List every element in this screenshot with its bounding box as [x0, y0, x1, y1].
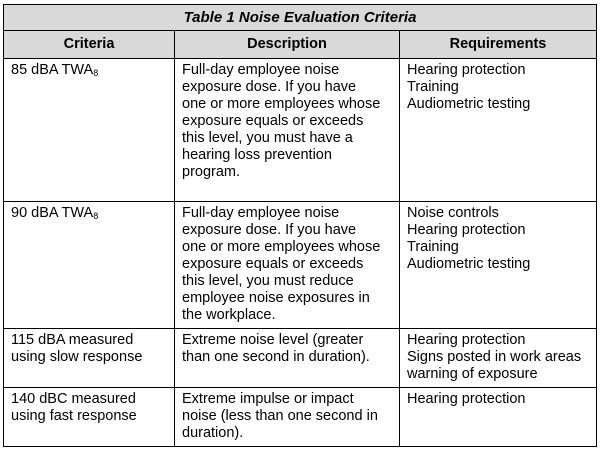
table-row — [4, 202, 597, 329]
criteria-cell — [4, 329, 175, 388]
criteria-cell — [4, 388, 175, 447]
description-cell — [175, 388, 400, 447]
criteria-subscript: 8 — [93, 211, 99, 221]
requirement-item: Audiometric testing — [407, 96, 531, 112]
description-line: hearing loss prevention — [182, 147, 332, 163]
requirements-cell — [400, 329, 597, 388]
description-line: exposure equals or exceeds — [182, 256, 364, 272]
description-cell — [175, 202, 400, 329]
table-caption-row — [4, 5, 597, 31]
requirement-item: Training — [407, 79, 459, 95]
column-header-requirements: Requirements — [400, 31, 597, 59]
description-line: exposure dose. If you have — [182, 79, 357, 95]
requirements-cell — [400, 202, 597, 329]
description-line: exposure dose. If you have — [182, 222, 357, 238]
description-line: the workplace. — [182, 307, 276, 323]
requirement-item: Audiometric testing — [407, 256, 531, 272]
criteria-cell — [4, 202, 175, 329]
table-caption: Table 1 Noise Evaluation Criteria — [4, 5, 597, 31]
table-row — [4, 388, 597, 447]
table-row — [4, 59, 597, 202]
column-header-criteria: Criteria — [4, 31, 175, 59]
criteria-line: using fast response — [11, 408, 137, 424]
description-line: duration). — [182, 425, 244, 441]
requirement-item: Training — [407, 239, 459, 255]
column-header-description: Description — [175, 31, 400, 59]
table-header-row — [4, 31, 597, 59]
requirements-cell — [400, 59, 597, 202]
requirements-cell — [400, 388, 597, 447]
description-cell — [175, 59, 400, 202]
criteria-subscript: 8 — [93, 68, 99, 78]
description-line: than one second in duration). — [182, 349, 370, 365]
description-line: program. — [182, 164, 241, 180]
criteria-text: 85 dBA TWA — [11, 62, 94, 78]
criteria-line: using slow response — [11, 349, 143, 365]
criteria-line: 115 dBA measured — [11, 332, 134, 348]
requirement-item: Hearing protection — [407, 332, 526, 348]
description-line: Extreme impulse or impact — [182, 391, 354, 407]
description-line: exposure equals or exceeds — [182, 113, 364, 129]
description-line: Full-day employee noise — [182, 205, 340, 221]
noise-evaluation-table — [3, 4, 597, 447]
description-cell — [175, 329, 400, 388]
description-line: one or more employees whose — [182, 239, 381, 255]
requirement-item: warning of exposure — [407, 366, 538, 382]
requirement-item: Hearing protection — [407, 222, 526, 238]
requirement-item: Signs posted in work areas — [407, 349, 582, 365]
description-line: employee noise exposures in — [182, 290, 370, 306]
description-line: noise (less than one second in — [182, 408, 378, 424]
description-line: Full-day employee noise — [182, 62, 340, 78]
requirement-item: Hearing protection — [407, 62, 526, 78]
criteria-text: 90 dBA TWA — [11, 205, 94, 221]
description-line: Extreme noise level (greater — [182, 332, 364, 348]
criteria-cell — [4, 59, 175, 202]
requirement-item: Noise controls — [407, 205, 499, 221]
description-line: this level, you must have a — [182, 130, 353, 146]
description-line: one or more employees whose — [182, 96, 381, 112]
description-line: this level, you must reduce — [182, 273, 354, 289]
requirement-item: Hearing protection — [407, 391, 526, 407]
criteria-line: 140 dBC measured — [11, 391, 136, 407]
table-row — [4, 329, 597, 388]
